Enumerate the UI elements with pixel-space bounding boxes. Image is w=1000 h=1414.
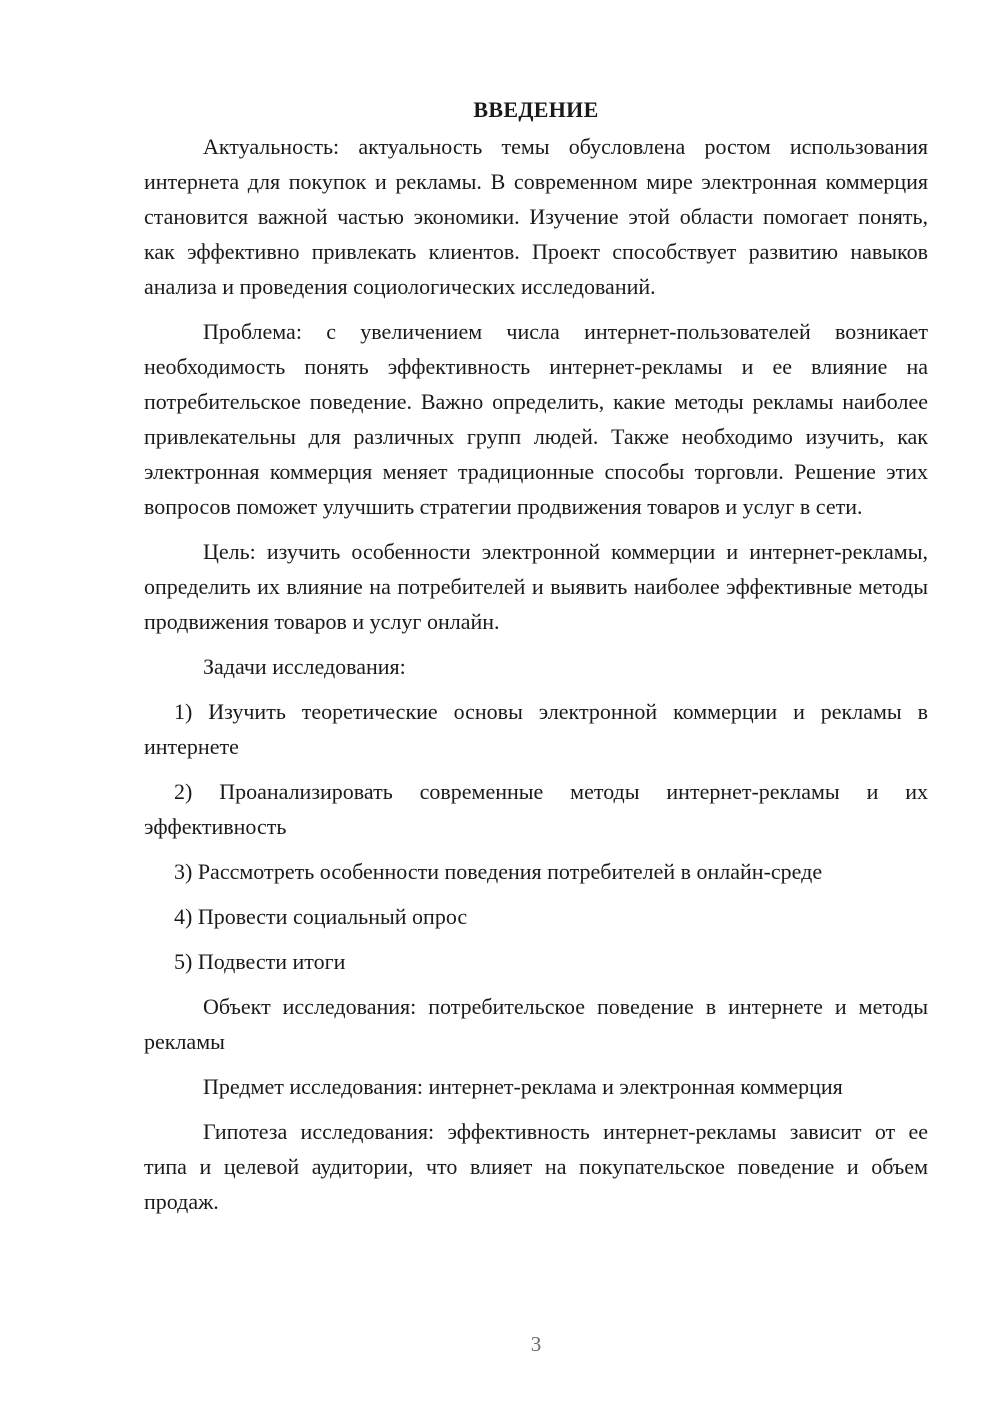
- paragraph-subject: Предмет исследования: интернет-реклама и электронная коммерция: [203, 1074, 843, 1099]
- task-item-1: 1) Изучить теоретические основы электронной коммерции и рекламы в интернете: [144, 699, 928, 759]
- paragraph-hypothesis: Гипотеза исследования: эффективность интернет-рекламы зависит от ее типа и целевой аудитории, что влияет на покупательское поведение и объем продаж.: [144, 1119, 928, 1214]
- paragraph-object: Объект исследования: потребительское поведение в интернете и методы рекламы: [144, 994, 928, 1054]
- page-number: 3: [530, 1332, 542, 1356]
- page-title: ВВЕДЕНИЕ: [473, 97, 599, 122]
- tasks-heading: Задачи исследования:: [203, 654, 406, 679]
- paragraph-problem: Проблема: с увеличением числа интернет-пользователей возникает необходимость понять эффективность интернет-рекламы и ее влияние на потребительское поведение. Важно определить, какие методы рекламы наиболее привлекательны для различных групп людей. Также необходимо изучить, как электронная коммерция меняет традиционные способы торговли. Решение этих вопросов поможет улучшить стратегии продвижения товаров и услуг в сети.: [144, 319, 928, 519]
- task-item-2: 2) Проанализировать современные методы интернет-рекламы и их эффективность: [144, 779, 928, 839]
- task-item-4: 4) Провести социальный опрос: [174, 904, 468, 929]
- document-page: [144, 92, 928, 1229]
- paragraph-goal: Цель: изучить особенности электронной коммерции и интернет-рекламы, определить их влияние на потребителей и выявить наиболее эффективные методы продвижения товаров и услуг онлайн.: [144, 539, 928, 634]
- paragraph-relevance: Актуальность: актуальность темы обусловлена ростом использования интернета для покупок и рекламы. В современном мире электронная коммерция становится важной частью экономики. Изучение этой области помогает понять, как эффективно привлекать клиентов. Проект способствует развитию навыков анализа и проведения социологических исследований.: [144, 134, 928, 299]
- task-item-3: 3) Рассмотреть особенности поведения потребителей в онлайн-среде: [174, 859, 823, 884]
- task-item-5: 5) Подвести итоги: [174, 949, 346, 974]
